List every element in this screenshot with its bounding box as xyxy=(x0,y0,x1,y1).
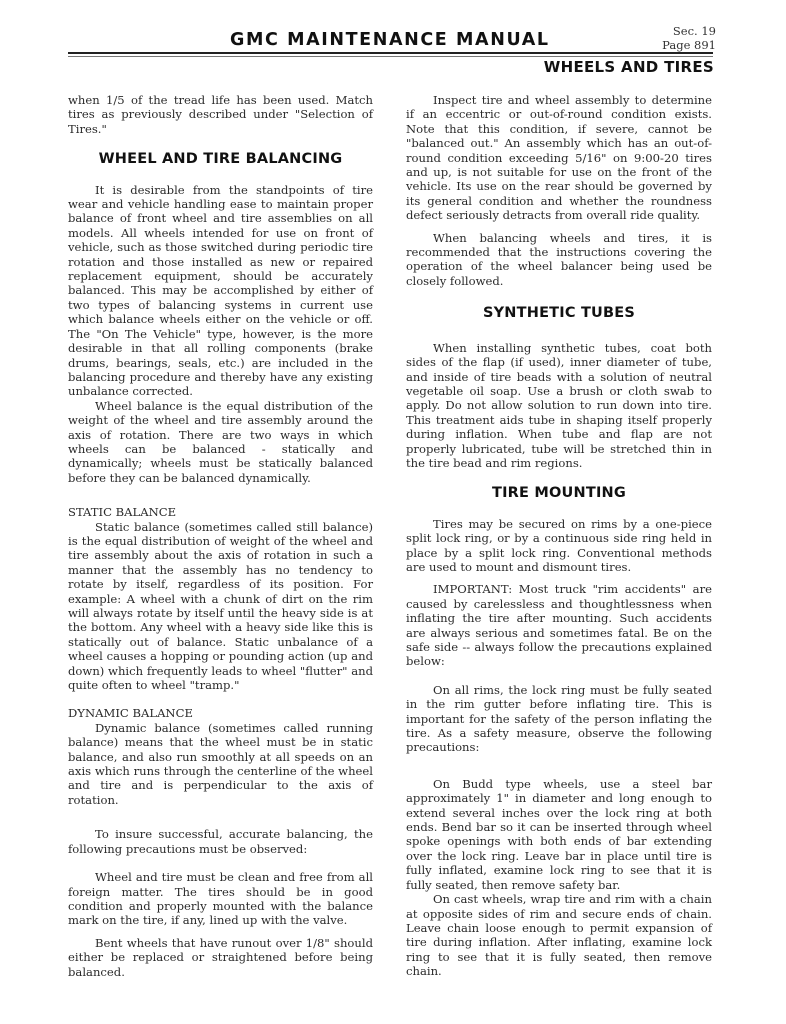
heading-static-balance: STATIC BALANCE xyxy=(68,505,177,520)
balancing-paragraph-1: It is desirable from the standpoints of tire wear and vehicle handling ease to maintain proper balance of front wheel and tire assemblies on all models. All wheels intended for use on front of vehicle, such as those switched during periodic tire rotation and those installed as new or repaired replacement equipment, should be accurately balanced. This may be accomplished by either of two types of balancing systems in current use which balance wheels either on the vehicle or off. The "On The Vehicle" type, however, is the more desirable in that all rolling components (brake drums, bearings, seals, etc.) are included in the balancing procedure and thereby have any existing unbalance corrected. xyxy=(68,182,373,399)
mounting-paragraph-1: Tires may be secured on rims by a one-piece split lock ring, or by a continuous side ring held in place by a split lock ring. Conventional methods are used to mount and dismount tires. xyxy=(406,516,712,574)
balancing-paragraph-2: Wheel balance is the equal distribution of the weight of the wheel and tire assembly around the axis of rotation. There are two ways in which wheels can be balanced - statically and dynamically; wheels must be statically balanced before they can be balanced dynamically. xyxy=(68,398,373,485)
page-number: Page 891 xyxy=(662,38,716,52)
left-column xyxy=(68,93,373,979)
section-title: WHEELS AND TIRES xyxy=(543,58,714,76)
heading-tire-mounting: TIRE MOUNTING xyxy=(492,485,626,502)
heading-wheel-tire-balancing: WHEEL AND TIRE BALANCING xyxy=(98,151,343,168)
bent-wheels-paragraph: Bent wheels that have runout over 1/8" should either be replaced or straightened before being balanced. xyxy=(68,935,373,979)
dynamic-balance-paragraph: Dynamic balance (sometimes called running balance) means that the wheel must be in static balance, and also run smoothly at all speeds on an axis which runs through the centerline of the wheel and tire and is perpendicular to the axis of rotation. xyxy=(68,720,373,807)
clean-wheel-paragraph: Wheel and tire must be clean and free from all foreign matter. The tires should be in good condition and properly mounted with the balance mark on the tire, if any, lined up with the valve. xyxy=(68,870,373,928)
right-column xyxy=(406,93,712,979)
synthetic-tubes-paragraph: When installing synthetic tubes, coat both sides of the flap (if used), inner diameter of tube, and inside of tire beads with a solution of neutral vegetable oil soap. Use a brush or cloth swab to apply. Do not allow solution to run down into tire. This treatment aids tube in shaping itself properly during inflation. When tube and flap are not properly lubricated, tube will be stretched thin in the tire bead and rim regions. xyxy=(406,340,712,470)
section-number: Sec. 19 xyxy=(672,24,716,38)
precautions-intro: To insure successful, accurate balancing, the following precautions must be observed: xyxy=(68,827,373,856)
header-rule-thin xyxy=(68,56,713,57)
inspect-paragraph: Inspect tire and wheel assembly to determine if an eccentric or out-of-round condition exists. Note that this condition, if severe, cannot be "balanced out." An assembly which has an out-of-round condition exceeding 5/16" on 9:00-20 tires and up, is not suitable for use on the front of the vehicle. Its use on the rear should be governed by its general condition and whether the roundness defect seriously detracts from overall ride quality. xyxy=(406,93,712,223)
lock-ring-paragraph: On all rims, the lock ring must be fully seated in the rim gutter before inflating tire. This is important for the safety of the person inflating the tire. As a safety measure, observe the following precautions: xyxy=(406,682,712,755)
heading-synthetic-tubes: SYNTHETIC TUBES xyxy=(482,305,636,322)
static-balance-paragraph: Static balance (sometimes called still balance) is the equal distribution of weight of the wheel and tire assembly about the axis of rotation in such a manner that the assembly has no tendency to rotate by itself, regardless of its position. For example: A wheel with a chunk of dirt on the rim will always rotate by itself until the heavy side is at the bottom. Any wheel with a heavy side like this is statically out of balance. Static unbalance of a wheel causes a hopping or pounding action (up and down) which frequently leads to wheel "flutter" and quite often to wheel "tramp." xyxy=(68,519,373,693)
heading-dynamic-balance: DYNAMIC BALANCE xyxy=(68,706,193,721)
page-reference xyxy=(662,24,716,52)
manual-title: GMC MAINTENANCE MANUAL xyxy=(230,30,550,50)
intro-paragraph: when 1/5 of the tread life has been used. Match tires as previously described under "Selection of Tires." xyxy=(68,93,373,136)
important-paragraph: IMPORTANT: Most truck "rim accidents" are caused by carelessless and thoughtlessness when inflating the tire after mounting. Such accidents are always serious and sometimes fatal. Be on the safe side -- always follow the precautions explained below: xyxy=(406,582,712,669)
cast-wheels-paragraph: On cast wheels, wrap tire and rim with a chain at opposite sides of rim and secure ends of chain. Leave chain loose enough to permit expansion of tire during inflation. After inflating, examine lock ring to see that it is fully seated, then remove chain. xyxy=(406,892,712,979)
balancer-instructions-paragraph: When balancing wheels and tires, it is recommended that the instructions covering the operation of the wheel balancer being used be closely followed. xyxy=(406,230,712,288)
budd-wheels-paragraph: On Budd type wheels, use a steel bar approximately 1" in diameter and long enough to extend several inches over the lock ring at both ends. Bend bar so it can be inserted through wheel spoke openings with both ends of bar extending over the lock ring. Leave bar in place until tire is fully inflated, examine lock ring to see that it is fully seated, then remove safety bar. xyxy=(406,776,712,892)
header-rule-thick xyxy=(68,52,713,54)
